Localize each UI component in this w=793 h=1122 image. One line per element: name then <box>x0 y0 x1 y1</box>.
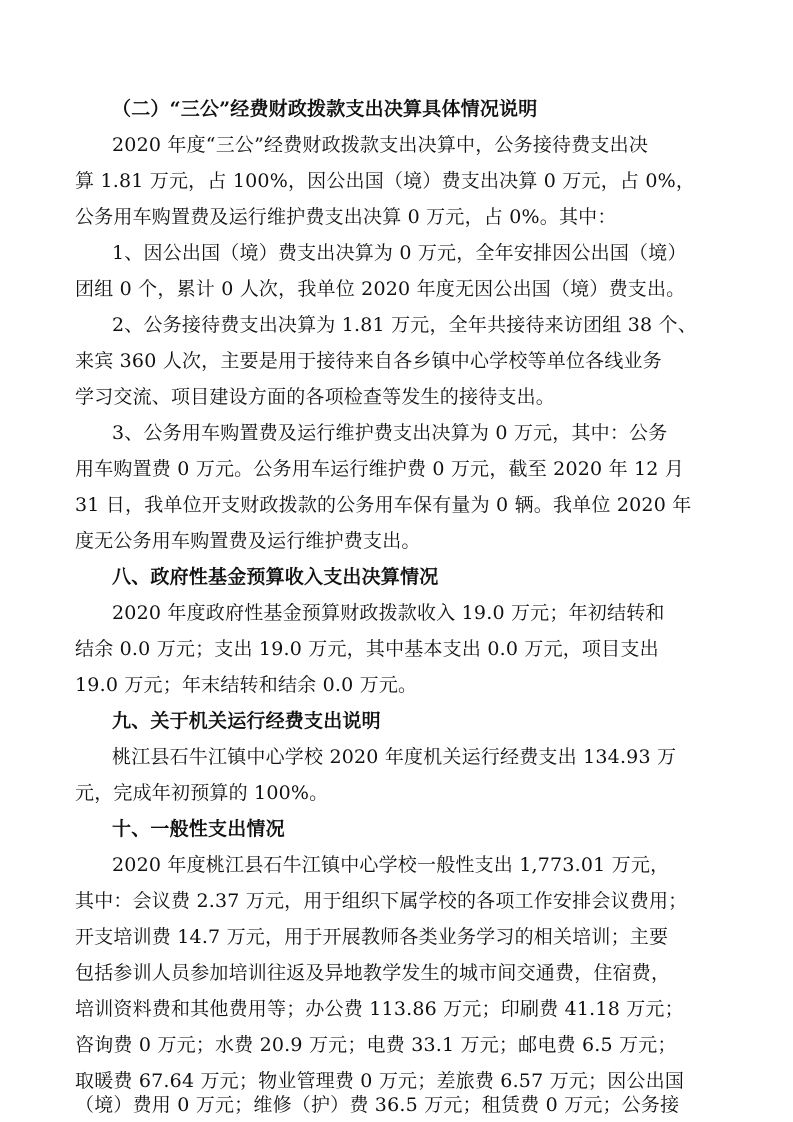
paragraph-line: 桃江县石牛江镇中心学校 2020 年度机关运行经费支出 134.93 万 <box>112 746 677 768</box>
paragraph-line: （境）费用 0 万元；维修（护）费 36.5 万元；租赁费 0 万元；公务接 <box>75 1094 680 1116</box>
paragraph-line: 包括参训人员参加培训往返及异地教学发生的城市间交通费，住宿费， <box>75 962 671 984</box>
paragraph-line: 31 日，我单位开支财政拨款的公务用车保有量为 0 辆。我单位 2020 年 <box>75 494 692 516</box>
paragraph-line: 公务用车购置费及运行维护费支出决算 0 万元，占 0%。其中： <box>75 206 617 228</box>
paragraph-line: 来宾 360 人次，主要是用于接待来自各乡镇中心学校等单位各线业务 <box>75 350 662 372</box>
paragraph-line: 19.0 万元；年末结转和结余 0.0 万元。 <box>75 674 418 696</box>
section-heading-operating-expense: 九、关于机关运行经费支出说明 <box>112 710 381 732</box>
paragraph-line: 用车购置费 0 万元。公务用车运行维护费 0 万元，截至 2020 年 12 月 <box>75 458 685 480</box>
paragraph-line: 2、公务接待费支出决算为 1.81 万元，全年共接待来访团组 38 个、 <box>112 314 697 336</box>
paragraph-line: 其中：会议费 2.37 万元，用于组织下属学校的各项工作安排会议费用； <box>75 890 688 912</box>
section-heading-general-expenditure: 十、一般性支出情况 <box>112 818 285 840</box>
paragraph-line: 1、因公出国（境）费支出决算为 0 万元，全年安排因公出国（境） <box>112 242 687 264</box>
paragraph-line: 2020 年度“三公”经费财政拨款支出决算中，公务接待费支出决 <box>112 134 649 156</box>
paragraph-line: 学习交流、项目建设方面的各项检查等发生的接待支出。 <box>75 386 556 408</box>
paragraph-line: 元，完成年初预算的 100%。 <box>75 782 329 804</box>
paragraph-line: 结余 0.0 万元；支出 19.0 万元，其中基本支出 0.0 万元，项目支出 <box>75 638 659 660</box>
paragraph-line: 取暖费 67.64 万元；物业管理费 0 万元；差旅费 6.57 万元；因公出国 <box>75 1070 685 1092</box>
section-heading-san-gong: （二）“三公”经费财政拨款支出决算具体情况说明 <box>112 98 538 120</box>
paragraph-line: 算 1.81 万元，占 100%，因公出国（境）费支出决算 0 万元，占 0%， <box>75 170 696 192</box>
paragraph-line: 3、公务用车购置费及运行维护费支出决算为 0 万元，其中：公务 <box>112 422 668 444</box>
paragraph-line: 培训资料费和其他费用等；办公费 113.86 万元；印刷费 41.18 万元； <box>75 998 684 1020</box>
paragraph-line: 度无公务用车购置费及运行维护费支出。 <box>75 530 421 552</box>
paragraph-line: 2020 年度政府性基金预算财政拨款收入 19.0 万元；年初结转和 <box>112 602 665 624</box>
section-heading-government-fund: 八、政府性基金预算收入支出决算情况 <box>112 566 439 588</box>
paragraph-line: 咨询费 0 万元；水费 20.9 万元；电费 33.1 万元；邮电费 6.5 万元； <box>75 1034 677 1056</box>
paragraph-line: 2020 年度桃江县石牛江镇中心学校一般性支出 1,773.01 万元， <box>112 854 670 876</box>
paragraph-line: 开支培训费 14.7 万元，用于开展教师各类业务学习的相关培训；主要 <box>75 926 669 948</box>
paragraph-line: 团组 0 个，累计 0 人次，我单位 2020 年度无因公出国（境）费支出。 <box>75 278 686 300</box>
